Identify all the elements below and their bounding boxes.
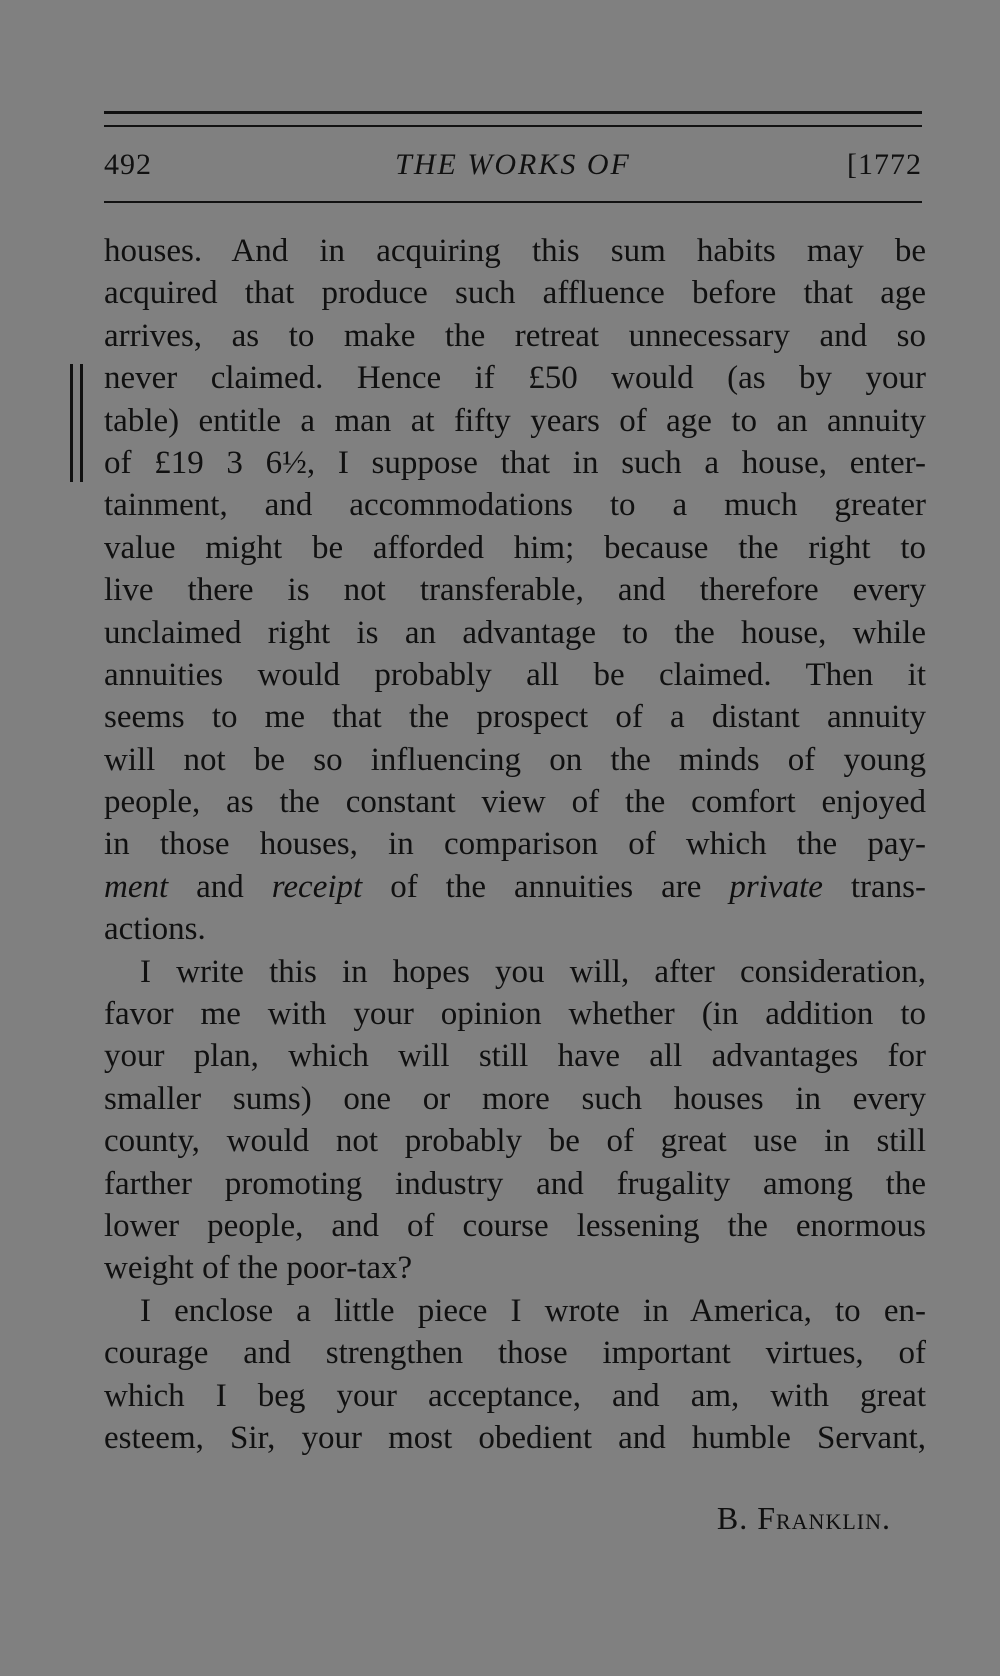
text-line-mixed <box>104 866 926 908</box>
text-line: acquired that produce such affluence before that age <box>104 275 926 312</box>
text-line: will not be so influencing on the minds of young <box>104 741 926 778</box>
italic-word: ment <box>104 868 169 905</box>
text-line: farther promoting industry and frugality among the <box>104 1165 926 1202</box>
text-line: seems to me that the prospect of a distant annuity <box>104 699 926 736</box>
text-line: weight of the poor-tax? <box>104 1250 413 1287</box>
text-line: in those houses, in comparison of which the pay- <box>104 826 926 863</box>
text-line: people, as the constant view of the comfort enjoyed <box>104 784 926 821</box>
body-text <box>104 230 926 1459</box>
text-line: table) entitle a man at fifty years of age to an annuity <box>104 402 926 439</box>
text-line: favor me with your opinion whether (in addition to <box>104 996 926 1033</box>
text-line: courage and strengthen those important virtues, of <box>104 1335 926 1372</box>
text-line: smaller sums) one or more such houses in every <box>104 1080 926 1117</box>
text-span: and <box>168 868 272 905</box>
text-span: of the annuities are <box>362 868 730 905</box>
margin-mark <box>70 364 84 482</box>
text-line: esteem, Sir, your most obedient and humble Servant, <box>104 1419 926 1456</box>
text-line: arrives, as to make the retreat unnecessary and so <box>104 317 926 354</box>
text-line: unclaimed right is an advantage to the house, while <box>104 614 926 651</box>
text-line: which I beg your acceptance, and am, with great <box>104 1377 926 1414</box>
text-line: annuities would probably all be claimed. Then it <box>104 656 926 693</box>
text-line: actions. <box>104 911 206 948</box>
text-line: houses. And in acquiring this sum habits may be <box>104 233 926 269</box>
italic-word: private <box>729 868 823 905</box>
top-rule <box>104 111 922 114</box>
text-line: live there is not transferable, and therefore every <box>104 572 926 609</box>
text-line: county, would not probably be of great use in still <box>104 1123 926 1160</box>
text-line: your plan, which will still have all advantages for <box>104 1038 926 1075</box>
text-line: never claimed. Hence if £50 would (as by your <box>104 360 926 397</box>
top-rule-thin <box>104 125 922 127</box>
page-number: 492 <box>104 148 152 181</box>
text-line: I enclose a little piece I wrote in America, to en- <box>140 1292 926 1329</box>
running-title: THE WORKS OF <box>395 148 631 181</box>
header-rule <box>104 201 922 203</box>
signature-name: Franklin. <box>757 1500 891 1536</box>
text-line: value might be afforded him; because the right to <box>104 529 926 566</box>
signature <box>717 1500 891 1537</box>
text-span: trans- <box>822 868 927 905</box>
italic-word: receipt <box>271 868 363 905</box>
text-line: tainment, and accommodations to a much greater <box>104 487 926 524</box>
signature-initial: B. <box>716 1500 749 1536</box>
running-year: [1772 <box>847 148 922 181</box>
running-head <box>104 148 922 188</box>
text-line: lower people, and of course lessening the enormous <box>104 1207 926 1244</box>
text-line: of £19 3 6½, I suppose that in such a house, enter- <box>104 444 926 481</box>
text-line: I write this in hopes you will, after consideration, <box>140 953 926 990</box>
